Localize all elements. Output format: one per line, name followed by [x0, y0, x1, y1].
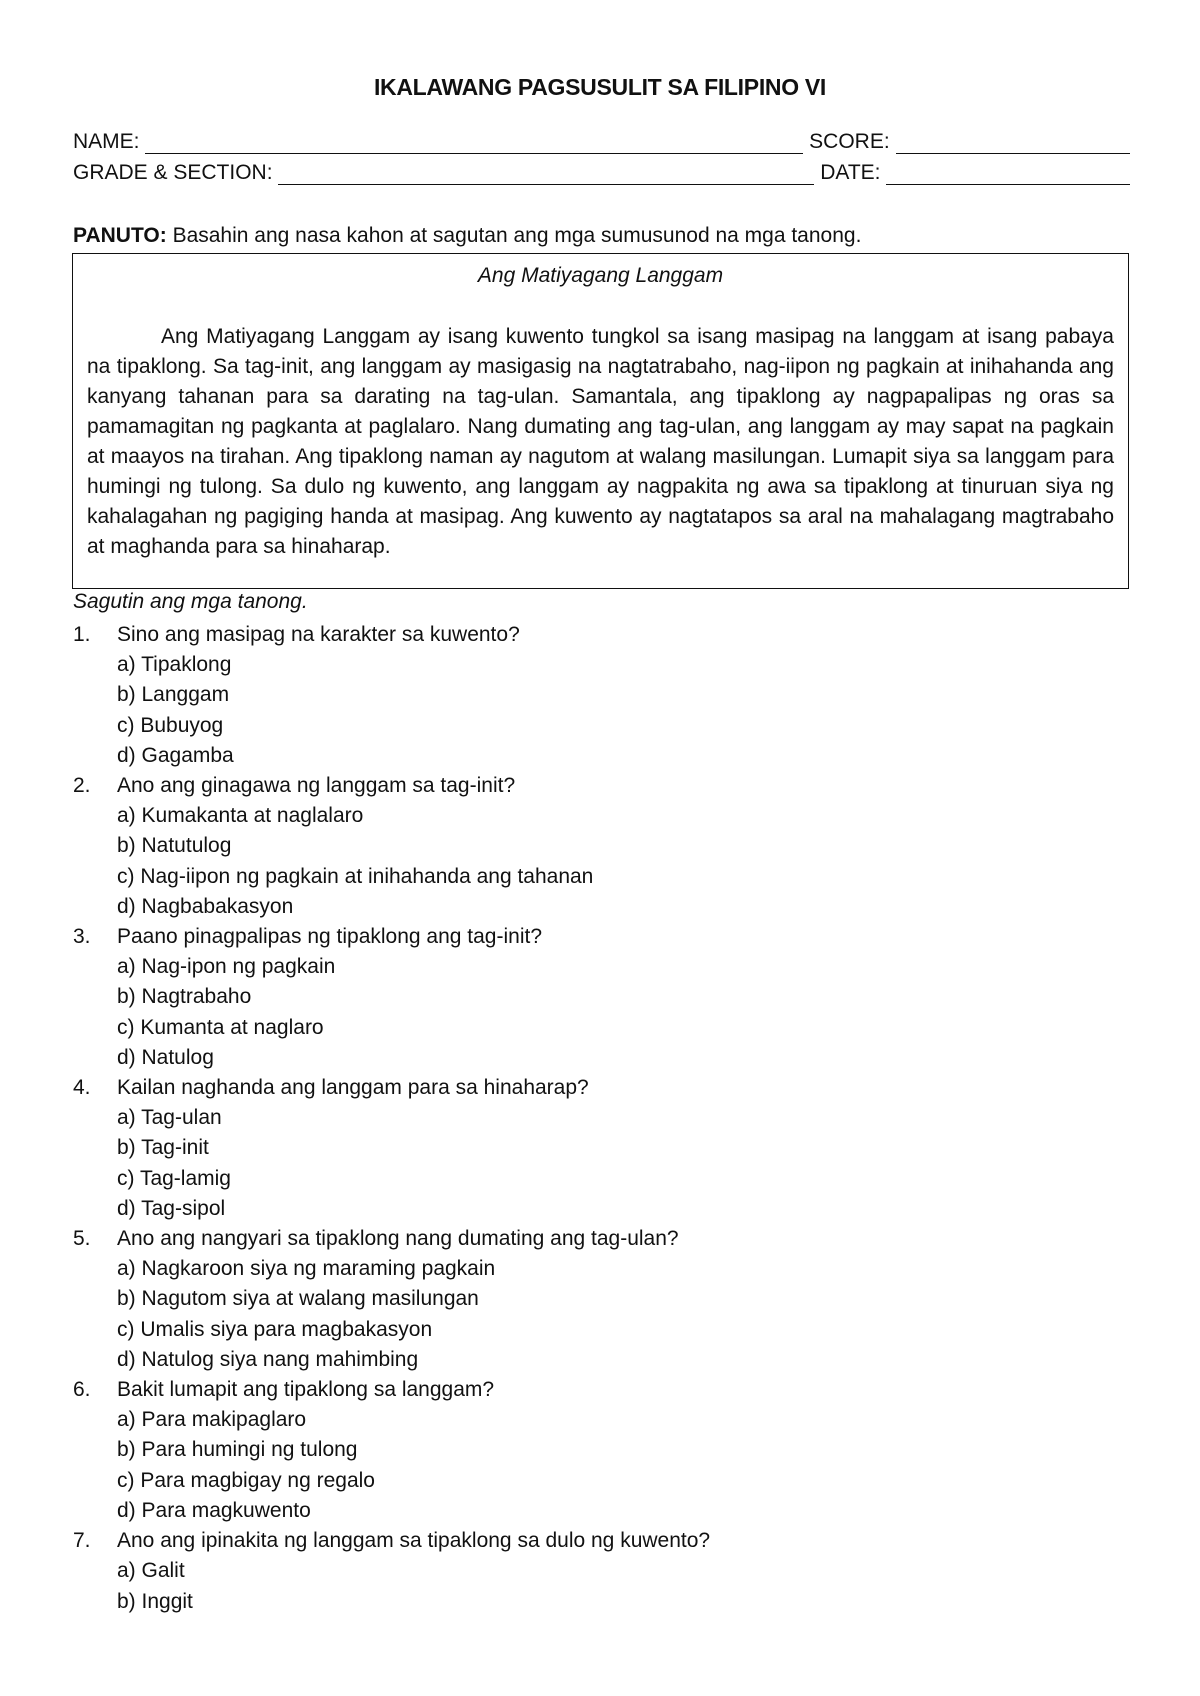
grade-section-label: GRADE & SECTION:	[73, 161, 279, 184]
question-text: Ano ang ipinakita ng langgam sa tipaklong sa dulo ng kuwento?	[117, 1529, 711, 1553]
answer-choice[interactable]: b) Para humingi ng tulong	[117, 1438, 358, 1462]
answer-choice[interactable]: d) Natulog siya nang mahimbing	[117, 1347, 419, 1371]
question-row	[73, 1375, 1123, 1405]
answer-choice[interactable]: a) Kumakanta at naglalaro	[117, 804, 364, 828]
answer-choice[interactable]: b) Nagutom siya at walang masilungan	[117, 1287, 479, 1311]
answer-choice[interactable]: d) Nagbabakasyon	[117, 894, 294, 918]
score-label: SCORE:	[803, 130, 896, 153]
answer-choice[interactable]: d) Gagamba	[117, 743, 234, 767]
question-row	[73, 1526, 1123, 1556]
question-number: 7.	[73, 1529, 91, 1553]
answer-choice[interactable]: a) Para makipaglaro	[117, 1408, 307, 1432]
answer-choice[interactable]: a) Tag-ulan	[117, 1106, 222, 1130]
question-number: 2.	[73, 774, 91, 798]
directions-label: PANUTO:	[73, 224, 167, 247]
answer-choice[interactable]: b) Natutulog	[117, 834, 232, 858]
answer-choice[interactable]: c) Tag-lamig	[117, 1166, 231, 1190]
questions-instruction: Sagutin ang mga tanong.	[73, 590, 308, 613]
answer-choice[interactable]: a) Galit	[117, 1559, 185, 1583]
directions	[73, 224, 861, 248]
answer-choice[interactable]: c) Bubuyog	[117, 713, 224, 737]
question-item	[73, 771, 1123, 922]
date-label: DATE:	[814, 161, 887, 184]
question-number: 4.	[73, 1076, 91, 1100]
name-score-row	[73, 124, 1130, 154]
answer-choice[interactable]: b) Langgam	[117, 683, 230, 707]
answer-choice[interactable]: a) Tipaklong	[117, 653, 232, 677]
name-blank[interactable]	[145, 131, 803, 154]
answer-choice[interactable]: d) Tag-sipol	[117, 1196, 226, 1220]
answer-choice[interactable]: d) Natulog	[117, 1045, 214, 1069]
score-blank[interactable]	[896, 131, 1130, 154]
grade-date-row	[73, 155, 1130, 185]
question-text: Paano pinagpalipas ng tipaklong ang tag-init?	[117, 925, 542, 949]
question-row	[73, 1224, 1123, 1254]
answer-choice[interactable]: a) Nagkaroon siya ng maraming pagkain	[117, 1257, 496, 1281]
question-item	[73, 1526, 1123, 1617]
question-text: Sino ang masipag na karakter sa kuwento?	[117, 623, 520, 646]
answer-choice[interactable]: c) Kumanta at naglaro	[117, 1015, 324, 1039]
answer-choice[interactable]: d) Para magkuwento	[117, 1498, 311, 1522]
question-row	[73, 922, 1123, 952]
story-box	[72, 253, 1129, 589]
question-item	[73, 1073, 1123, 1224]
grade-section-blank[interactable]	[278, 162, 814, 185]
question-number: 6.	[73, 1378, 91, 1402]
page-title: IKALAWANG PAGSUSULIT SA FILIPINO VI	[373, 74, 827, 100]
answer-choice[interactable]: b) Inggit	[117, 1589, 193, 1613]
answer-choice[interactable]: c) Umalis siya para magbakasyon	[117, 1317, 433, 1341]
directions-text: Basahin ang nasa kahon at sagutan ang mga sumusunod na mga tanong.	[166, 224, 862, 247]
question-item	[73, 922, 1123, 1073]
question-text: Kailan naghanda ang langgam para sa hinaharap?	[117, 1076, 589, 1100]
answer-choice[interactable]: c) Para magbigay ng regalo	[117, 1468, 375, 1492]
name-label: NAME:	[73, 130, 146, 153]
question-text: Ano ang ginagawa ng langgam sa tag-init?	[117, 774, 516, 798]
question-row	[73, 1073, 1123, 1103]
question-text: Bakit lumapit ang tipaklong sa langgam?	[117, 1378, 495, 1402]
question-row	[73, 771, 1123, 801]
question-number: 1.	[73, 623, 91, 646]
answer-choice[interactable]: a) Nag-ipon ng pagkain	[117, 955, 336, 979]
question-text: Ano ang nangyari sa tipaklong nang dumating ang tag-ulan?	[117, 1227, 679, 1251]
answer-choice[interactable]: c) Nag-iipon ng pagkain at inihahanda ang tahanan	[117, 864, 594, 888]
story-title: Ang Matiyagang Langgam	[477, 264, 724, 287]
story-body: Ang Matiyagang Langgam ay isang kuwento tungkol sa isang masipag na langgam at isang pabaya na tipaklong. Sa tag-init, ang langgam ay masigasig na nagtatrabaho, nag-iipon ng pagkain at inihahanda ang kanyang tahanan para sa darating na tag-ulan. Samantala, ang tipaklong ay nagpapalipas ng oras sa pamamagitan ng pagkanta at paglalaro. Nang dumating ang tag-ulan, ang langgam ay may sapat na pagkain at maayos na tirahan. Ang tipaklong naman ay nagutom at walang masilungan. Lumapit siya sa langgam para humingi ng tulong. Sa dulo ng kuwento, ang langgam ay nagpakita ng awa sa tipaklong at tinuruan siya ng kahalagahan ng pagiging handa at masipag. Ang kuwento ay nagtatapos sa aral na mahalagang magtrabaho at maghanda para sa hinaharap.	[87, 325, 1114, 558]
question-number: 5.	[73, 1227, 91, 1251]
question-number: 3.	[73, 925, 91, 949]
question-item	[73, 1375, 1123, 1526]
question-row	[73, 620, 1123, 650]
answer-choice[interactable]: b) Nagtrabaho	[117, 985, 252, 1009]
answer-choice[interactable]: b) Tag-init	[117, 1136, 209, 1160]
question-list	[73, 620, 1123, 1617]
date-blank[interactable]	[886, 162, 1130, 185]
question-item	[73, 1224, 1123, 1375]
question-item	[73, 620, 1123, 771]
